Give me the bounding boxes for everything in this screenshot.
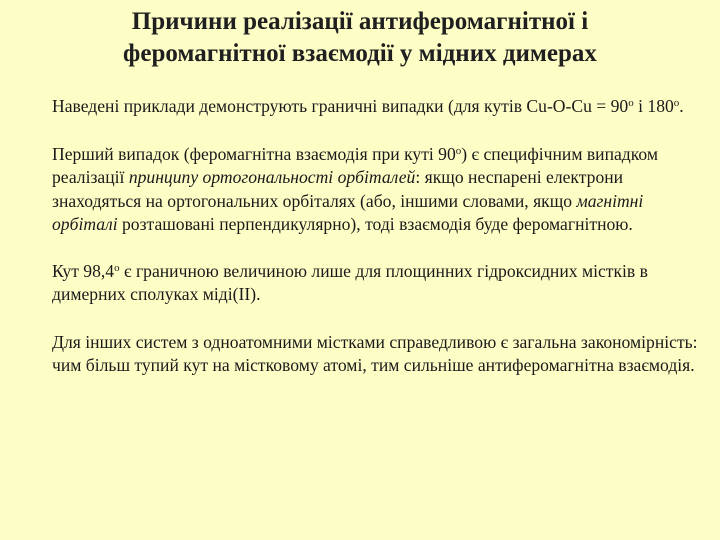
degree-sup: o — [455, 144, 462, 157]
p2-text-b: ) є специфічним випадком реалізації — [52, 143, 658, 187]
p1-text-a: Наведені приклади демонструють граничні випадки (для кутів Cu-O-Cu = 90 — [52, 96, 629, 116]
p1-text-b: і 180 — [633, 96, 674, 116]
p3-text-b: є граничною величиною лише для площинних гідроксидних містків в димерних сполуках міді(II). — [52, 260, 648, 304]
paragraph-general-rule: Для інших систем з одноатомними містками справедливою є загальна закономірність: чим більш тупий кут на містковому атомі, тим сильніше антиферомагнітна взаємодія. — [52, 331, 698, 375]
slide-title — [40, 6, 680, 70]
p2-text-a: Перший випадок (феромагнітна взаємодія при куті 90 — [52, 143, 456, 164]
paragraph-angles — [52, 95, 712, 119]
p2-text-d: розташовані перпендикулярно), тоді взаємодія буде феромагнітною. — [117, 214, 633, 234]
degree-sup: o — [673, 97, 680, 109]
slide-body — [52, 95, 712, 402]
degree-sup: o — [114, 261, 120, 274]
degree-sup: o — [628, 97, 634, 109]
paragraph-limit-angle — [52, 260, 712, 307]
paragraph-ferromagnetic — [52, 143, 712, 237]
orthogonality-principle-term: принципу ортогональності орбіталей — [128, 167, 416, 187]
p3-text-a: Кут 98,4 — [52, 260, 115, 281]
p1-text-c: . — [679, 96, 684, 116]
title-line-2: феромагнітної взаємодії у мідних димерах — [123, 40, 597, 67]
magnetic-orbitals-term: магнітні орбіталі — [52, 190, 644, 234]
p2-text-c: : якщо неспарені електрони знаходяться на ортогональних орбіталях (або, іншими словами, якщо — [52, 167, 624, 211]
title-line-1: Причини реалізації антиферомагнітної і — [131, 8, 589, 35]
